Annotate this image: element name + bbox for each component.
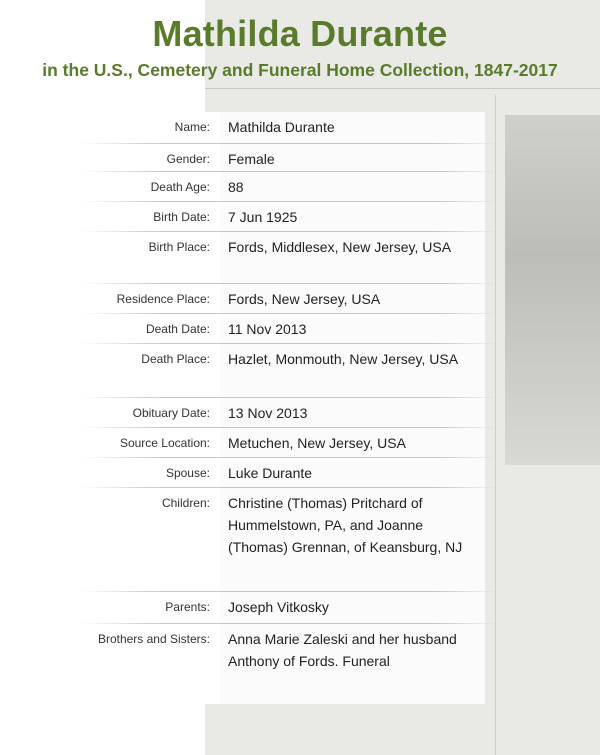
field-label: Obituary Date: [0,398,220,428]
field-row-birth-place [0,232,600,284]
field-row-gender [0,144,600,172]
field-label: Birth Place: [0,232,220,284]
field-label: Spouse: [0,458,220,488]
field-row-residence-place [0,284,600,314]
field-value: Female [220,144,485,172]
field-row-parents [0,592,600,624]
field-value: Mathilda Durante [220,112,485,144]
field-row-obituary-date [0,398,600,428]
field-label: Brothers and Sisters: [0,624,220,704]
field-value: Luke Durante [220,458,485,488]
field-label: Children: [0,488,220,592]
page-title: Mathilda Durante [152,13,448,54]
field-row-death-age [0,172,600,202]
field-value: 13 Nov 2013 [220,398,485,428]
field-value: Fords, New Jersey, USA [220,284,485,314]
field-label: Death Age: [0,172,220,202]
field-row-spouse [0,458,600,488]
field-label: Birth Date: [0,202,220,232]
record-header [0,0,600,82]
field-row-children [0,488,600,592]
field-value: Anna Marie Zaleski and her husband Anthony of Fords. Funeral [220,624,485,704]
field-row-source-location [0,428,600,458]
field-value: Hazlet, Monmouth, New Jersey, USA [220,344,485,398]
field-label: Residence Place: [0,284,220,314]
field-row-name [0,112,600,144]
field-label: Death Date: [0,314,220,344]
field-value: 11 Nov 2013 [220,314,485,344]
record-fields [0,112,600,704]
field-row-brothers-and-sisters [0,624,600,704]
field-row-birth-date [0,202,600,232]
field-label: Death Place: [0,344,220,398]
field-label: Source Location: [0,428,220,458]
field-value: 7 Jun 1925 [220,202,485,232]
field-value: 88 [220,172,485,202]
field-row-death-date [0,314,600,344]
collection-subtitle: in the U.S., Cemetery and Funeral Home Collection, 1847-2017 [42,60,558,80]
field-value: Christine (Thomas) Pritchard of Hummelstown, PA, and Joanne (Thomas) Grennan, of Keansburg, NJ [220,488,485,592]
field-value: Metuchen, New Jersey, USA [220,428,485,458]
clipping-rule [205,88,600,89]
field-label: Name: [0,112,220,144]
field-value: Joseph Vitkosky [220,592,485,624]
field-label: Parents: [0,592,220,624]
field-value: Fords, Middlesex, New Jersey, USA [220,232,485,284]
field-label: Gender: [0,144,220,172]
field-row-death-place [0,344,600,398]
